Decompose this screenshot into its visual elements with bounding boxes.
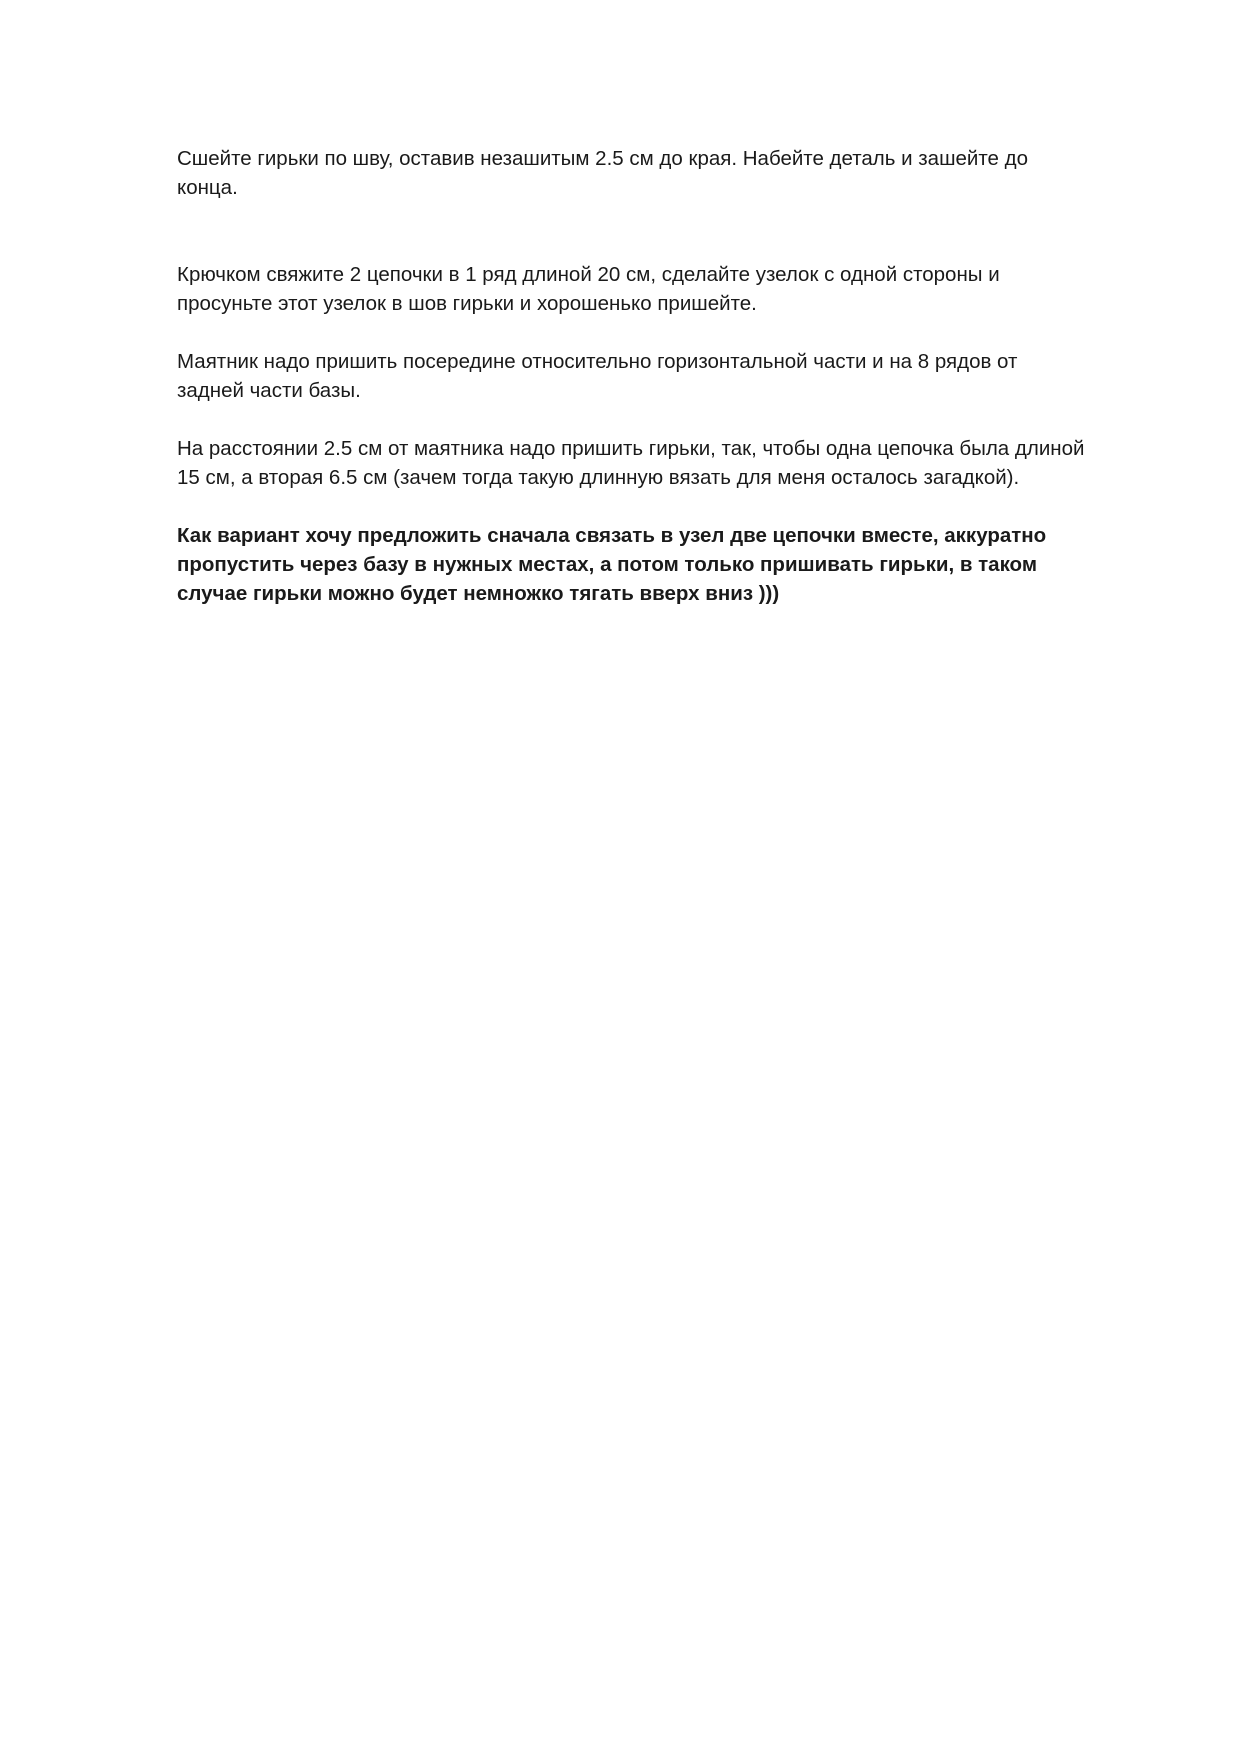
paragraph-alternative-tip: Как вариант хочу предложить сначала связать в узел две цепочки вместе, аккуратно пропустить через базу в нужных местах, а потом только пришивать гирьки, в таком случае гирьки можно будет немножко тягать вверх вниз ))) xyxy=(177,524,1047,605)
paragraph-crochet-chains: Крючком свяжите 2 цепочки в 1 ряд длиной 20 см, сделайте узелок с одной стороны и просуньте этот узелок в шов гирьки и хорошенько пришейте. xyxy=(177,263,1000,315)
paragraph-attach-weights: На расстоянии 2.5 см от маятника надо пришить гирьки, так, чтобы одна цепочка была длиной 15 см, а вторая 6.5 см (зачем тогда такую длинную вязать для меня осталось загадкой). xyxy=(177,437,1085,489)
paragraph-sew-weights: Сшейте гирьки по шву, оставив незашитым 2.5 см до края. Набейте деталь и зашейте до конца. xyxy=(177,147,1029,199)
document-body xyxy=(177,144,1167,608)
paragraph-pendulum: Маятник надо пришить посередине относительно горизонтальной части и на 8 рядов от задней части базы. xyxy=(177,350,1018,402)
